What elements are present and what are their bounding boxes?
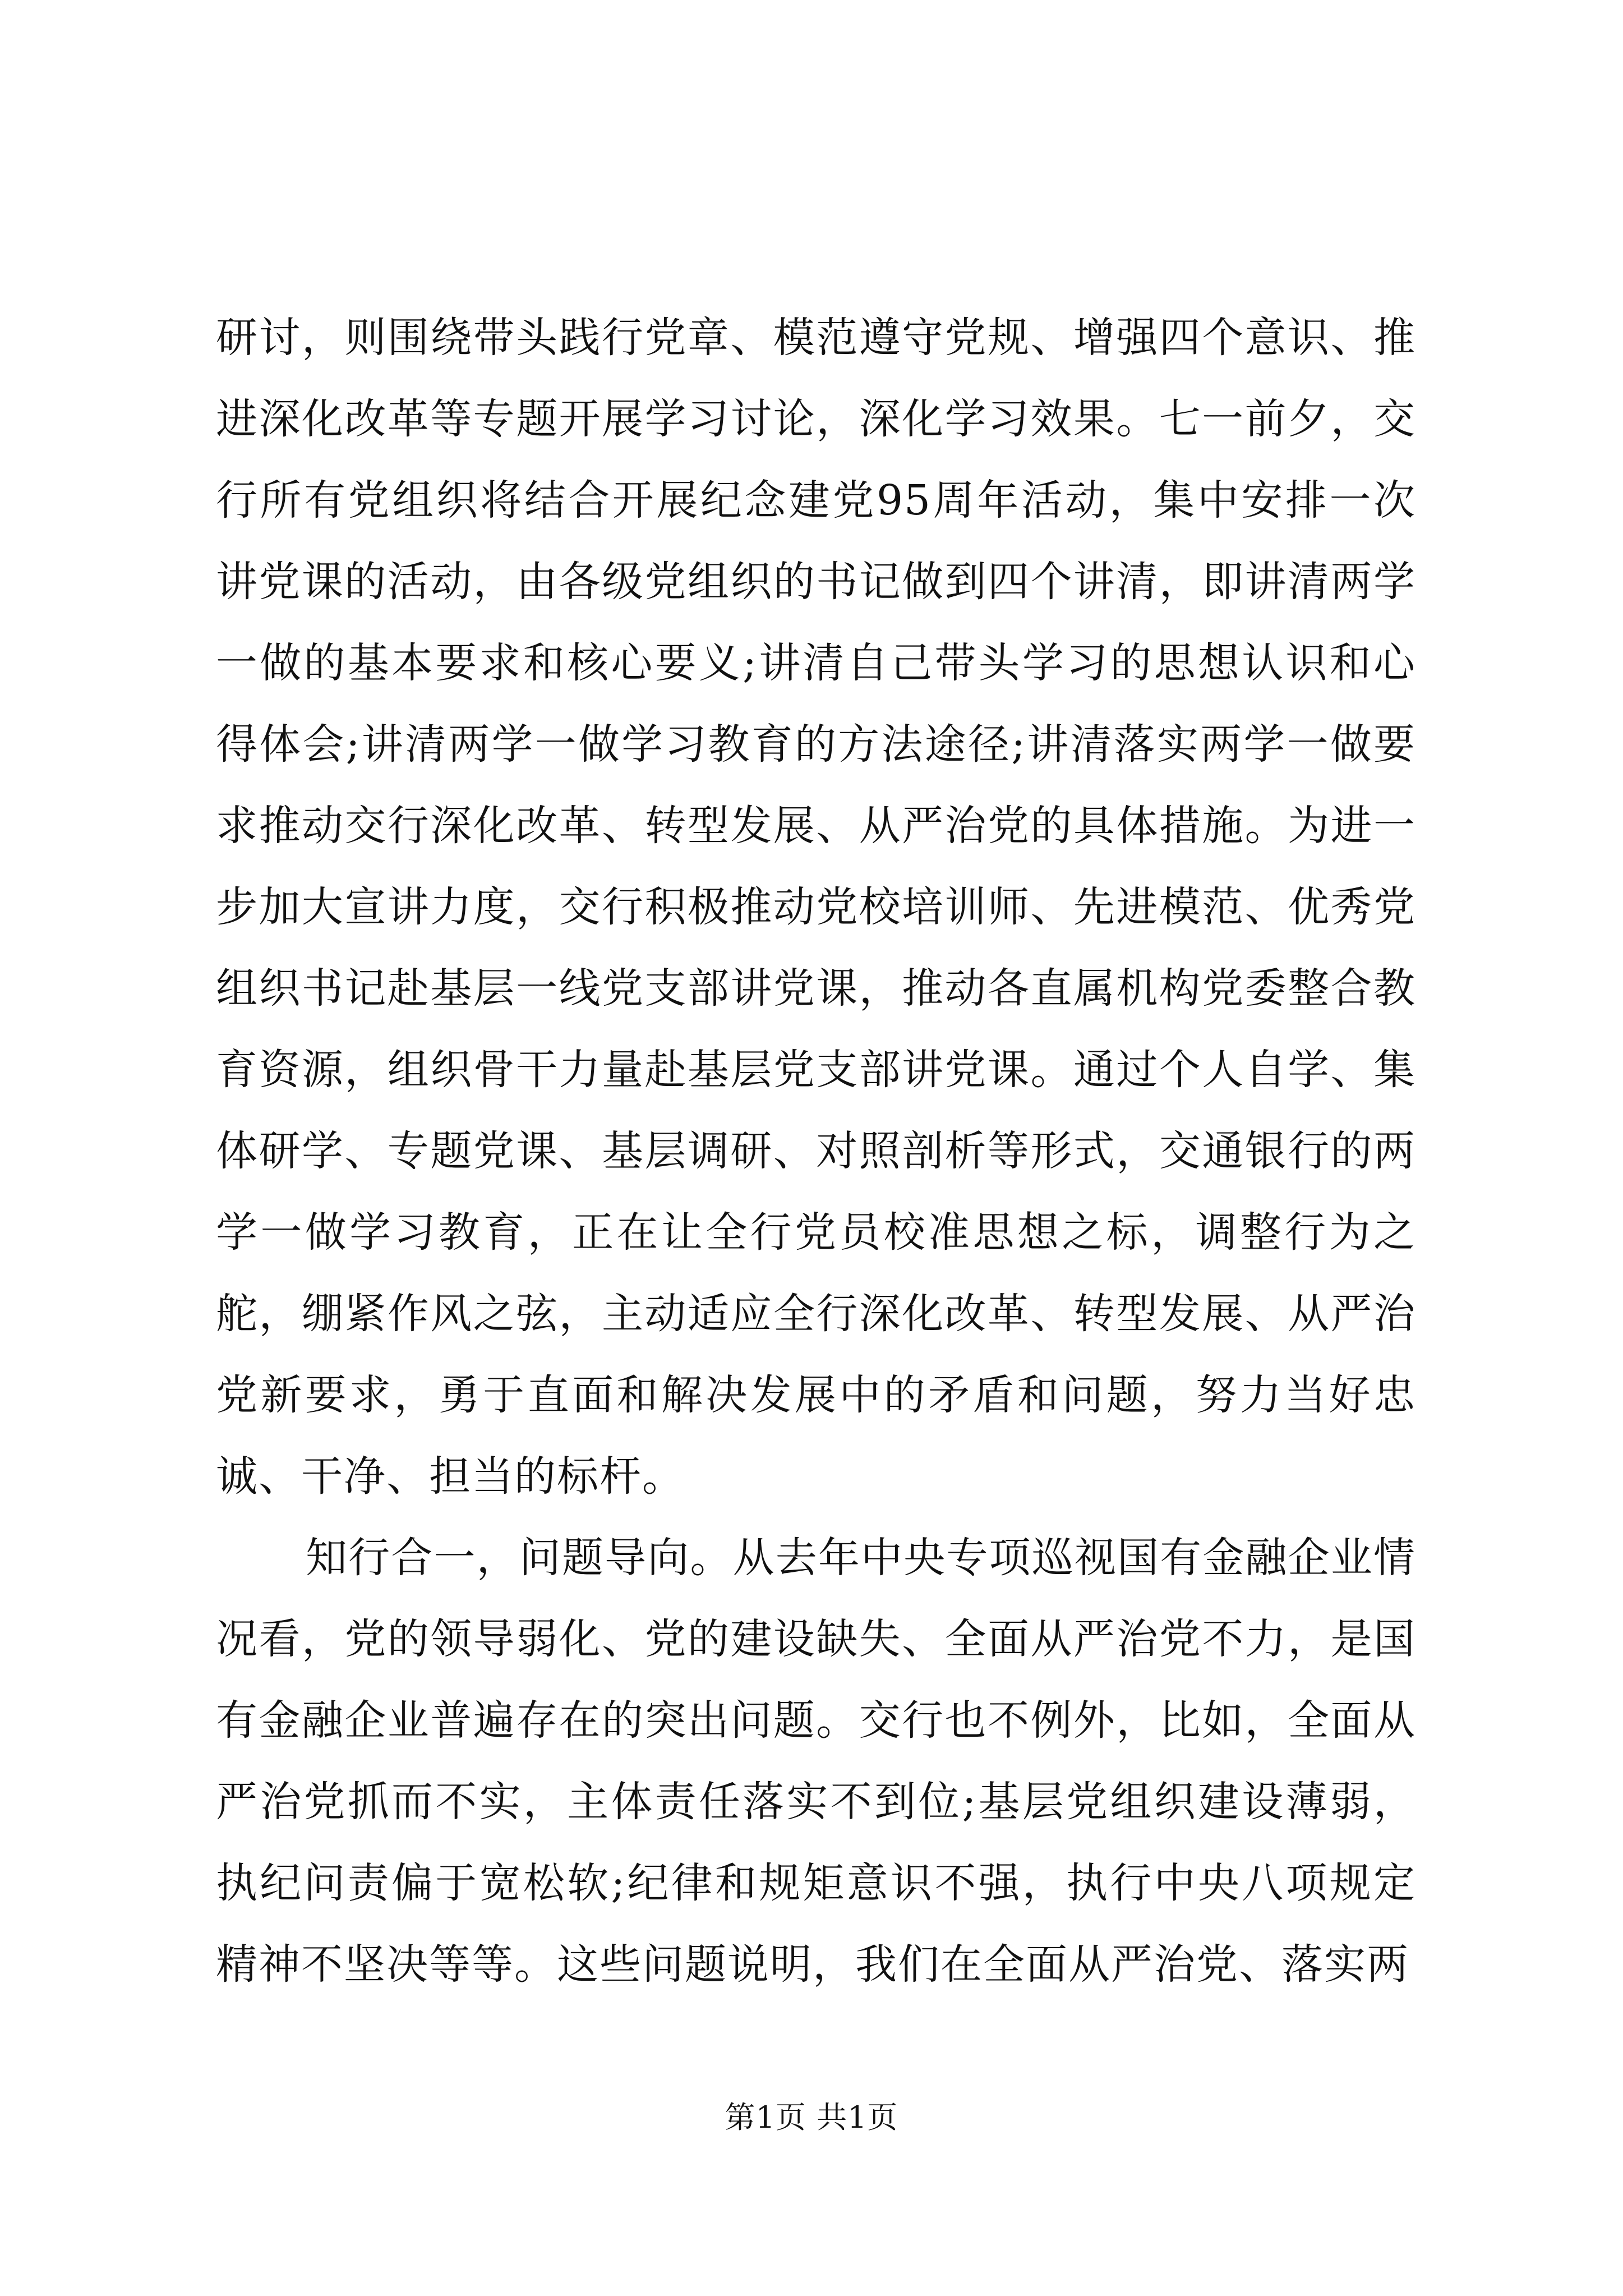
paragraph-2: 知行合一，问题导向。从去年中央专项巡视国有金融企业情况看，党的领导弱化、党的建设缺失、全面从严治党不力，是国有金融企业普遍存在的突出问题。交行也不例外，比如，全面从严治党抓而不实，主体责任落实不到位;基层党组织建设薄弱，执纪问责偏于宽松软;纪律和规矩意识不强，执行中央八项规定精神不坚决等等。这些问题说明，我们在全面从严治党、落实两: [216, 1534, 1416, 1989]
page-footer: 第1页 共1页: [725, 2100, 898, 2135]
document-body: [216, 297, 1416, 2005]
paragraph-1: 研讨，则围绕带头践行党章、模范遵守党规、增强四个意识、推进深化改革等专题开展学习讨论，深化学习效果。七一前夕，交行所有党组织将结合开展纪念建党95周年活动，集中安排一次讲党课的活动，由各级党组织的书记做到四个讲清，即讲清两学一做的基本要求和核心要义;讲清自己带头学习的思想认识和心得体会;讲清两学一做学习教育的方法途径;讲清落实两学一做要求推动交行深化改革、转型发展、从严治党的具体措施。为进一步加大宣讲力度，交行积极推动党校培训师、先进模范、优秀党组织书记赴基层一线党支部讲党课，推动各直属机构党委整合教育资源，组织骨干力量赴基层党支部讲党课。通过个人自学、集体研学、专题党课、基层调研、对照剖析等形式，交通银行的两学一做学习教育，正在让全行党员校准思想之标，调整行为之舵，绷紧作风之弦，主动适应全行深化改革、转型发展、从严治党新要求，勇于直面和解决发展中的矛盾和问题，努力当好忠诚、干净、担当的标杆。: [216, 314, 1416, 1501]
